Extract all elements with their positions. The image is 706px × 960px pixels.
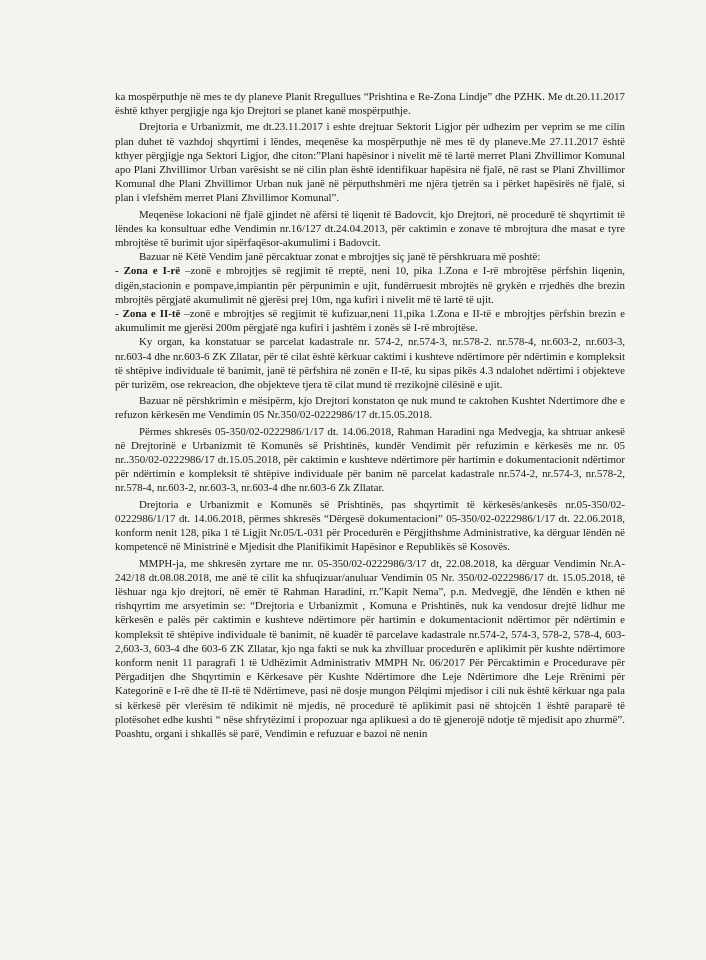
zone-label: - Zona e I-rë — [115, 265, 181, 278]
paragraph-text: MMPH-ja, me shkresën zyrtare me nr. 05-350/02-0222986/3/17 dt, 22.08.2018, ka dërguar Vendimin Nr.A-242/18 dt.08.08.2018, me anë të cilit ka shfuqizuar/anuluar Vendimin 05 Nr. 350/02-0222986/17 dt. 15.05.2018, të lëshuar nga kjo drejtori, në emër të Rahman Haradini, rr.”Kapit Nema”, p.n. Medvegjë, dhe lëndën e kthen në rishqyrtim me arsyetimin se: “Drejtoria e Urbanizmit , Komuna e Prishtinës, nuk ka vendosur drejtë lidhur me kërkesën e palës për caktimin e kushteve ndërtimore për hartimin e dokumentacionit ndërtimor për ndërtimin e kompleksit të shtëpive individuale të banimit, në kuadër të parcelave kadastrale nr.574-2, 574-3, 578-2, 578-4, 603-2,603-3, 603-4 dhe 603-6 ZK Zllatar, kjo nga fakti se nuk ka zhvilluar procedurën e aplikimit për kushte ndërtimore konform nenit 11 paragrafi 1 të Udhëzimit Administrativ MMPH Nr. 06/2017 Për Përcaktimin e Procedurave për Përgaditjen dhe Shqyrtimin e Kërkesave për Kushte Ndërtimore dhe Leje Ndërtimore dhe Leje Rrënimi për Kategorinë e I-rë dhe të II-të të Ndërtimeve, pasi në dosje mungon Pëlqimi mjedisor i cili nuk është kërkuar nga pala si kërkesë për vlerësim të ndikimit në mjedis, në procedurë të aplikimit pasi në shtojcën 1 është paraparë të plotësohet edhe kushti “ nëse shfrytëzimi i propozuar nga aplikuesi a do të gjenerojë ndotje të mjedisit apo zhurmë”. Poashtu, organi i shkallës së parë, Vendimin e refuzuar e bazoi në nenin — [115, 557, 625, 740]
paragraph-text: Drejtoria e Urbanizmit, me dt.23.11.2017 i eshte drejtuar Sektorit Ligjor për udhezim per veprim se me cilin plan duhet të vazhdoj shqyrtimi i lëndes, meqenëse ka mospërputhje në mes të dy planeve.Me 27.11.2017 është kthyer përgjigje nga Sektori Ligjor, dhe citon:”Plani hapësinor i nivelit më të lartë merret Plani Zhvillimor Komunal apo Plani Zhvillimor Urban varësisht se në cilin plan është identifikuar hapësira në fjalë, në rast se Plani Zhvillimor Komunal dhe Plani Zhvillimor Urban nuk janë në përputhshmëri me njëra tjetrën sa i përket hapësirës në fjalë, si plan i vlefshëm merret Plani Zhvillimor Komunal”. — [115, 121, 625, 205]
paragraph — [115, 208, 625, 251]
paragraph-text: Bazuar në përshkrimin e mësipërm, kjo Drejtori konstaton qe nuk mund te caktohen Kushtet Ndertimore dhe e refuzon kërkesën me Vendimin 05 Nr.350/02-0222986/17 dt.15.05.2018. — [115, 395, 625, 422]
zone-label: - Zona e II-të — [115, 308, 181, 321]
paragraph — [115, 335, 625, 392]
paragraph — [115, 264, 625, 307]
paragraph-text: –zonë e mbrojtjes së regjimit të rreptë, neni 10, pika 1.Zona e I-rë mbrojtëse përfshin liqenin, digën,stacionin e pompave,impiantin për përpunimin e ujit, fundërruesit mbrojtës në grykën e rrjedhës dhe brezin mbrojtës përgjatë akumulimit në gjerësi prej 10m, nga kufiri i nivelit më të lartë të ujit. — [115, 265, 625, 306]
paragraph — [115, 498, 625, 555]
paragraph-text: –zonë e mbrojtjes së regjimit të kufizuar,neni 11,pika 1.Zona e II-të e mbrojtjes përfshin brezin e akumulimit me gjerësi 200m përgjatë nga kufiri i jashtëm i zonës së I-rë mbrojtëse. — [115, 308, 625, 335]
paragraph — [115, 120, 625, 205]
paragraph — [115, 90, 625, 118]
paragraph-text: ka mospërputhje në mes te dy planeve Planit Rregullues “Prishtina e Re-Zona Lindje” dhe PZHK. Me dt.20.11.2017 është kthyer pergjigje nga kjo Drejtori se planet kanë mospërputhje. — [115, 91, 625, 118]
paragraph-text: Bazuar në Këtë Vendim janë përcaktuar zonat e mbrojtjes siç janë të përshkruara më poshtë: — [139, 251, 541, 264]
paragraph-text: Ky organ, ka konstatuar se parcelat kadastrale nr. 574-2, nr.574-3, nr.578-2. nr.578-4, nr.603-2, nr.603-3, nr.603-4 dhe nr.603-6 ZK Zllatar, për të cilat është kërkuar caktimi i kushteve ndërtimore për ndërtimin e kompleksit të shtëpive individuale të banimit, janë të përfshira në zonën e II-të, ku sipas pikës 4.3 ndalohet ndërtimi i objekteve për turizëm, ose rekreacion, dhe objekteve tjera të cilat mund të rrezikojnë cilësinë e ujit. — [115, 336, 625, 392]
paragraph — [115, 425, 625, 496]
document-body — [115, 90, 625, 741]
paragraph — [115, 307, 625, 335]
paragraph — [115, 394, 625, 422]
paragraph-text: Drejtoria e Urbanizmit e Komunës së Prishtinës, pas shqyrtimit të kërkesës/ankesës nr.05-350/02-0222986/1/17 dt. 14.06.2018, përmes shkresës “Dërgesë dokumentacioni” 05-350/02-0222986/1/17 dt. 22.06.2018, konform nenit 128, pika 1 të Ligjit Nr.05/L-031 për Procedurën e Përgjithshme Administrative, ka dërguar lëndën në kompetencë në Ministrinë e Mjedisit dhe Planifikimit Hapësinor e Republikës së Kosovës. — [115, 498, 625, 554]
paragraph-text: Meqenëse lokacioni në fjalë gjindet në afërsi të liqenit të Badovcit, kjo Drejtori, në procedurë të shqyrtimit të lëndes ka konsultuar edhe Vendimin nr.16/127 dt.24.04.2013, për caktimin e zonave të mbrojtura dhe masat e tyre mbrojtëse të burimit ujor sipërfaqësor-akumulimi i Badovcit. — [115, 208, 625, 250]
paragraph — [115, 250, 625, 264]
paragraph — [115, 557, 625, 742]
paragraph-text: Përmes shkresës 05-350/02-0222986/1/17 dt. 14.06.2018, Rahman Haradini nga Medvegja, ka shtruar ankesë në Drejtorinë e Urbanizmit të Komunës së Prishtinës, kundër Vendimit për refuzimin e kërkesës me nr. 05 nr..350/02-0222986/17 dt.15.05.2018, për caktimin e kushteve ndërtimore për hartimin e dokumentacionit ndërtimor për ndërtimin e kompleksit të shtëpive individuale për banim në parcelat kadastrale nr.574-2, nr.574-3, nr.578-2, nr.578-4, nr.603-2, nr.603-3, nr.603-4 dhe nr.603-6 Zk Zllatar. — [115, 425, 625, 495]
